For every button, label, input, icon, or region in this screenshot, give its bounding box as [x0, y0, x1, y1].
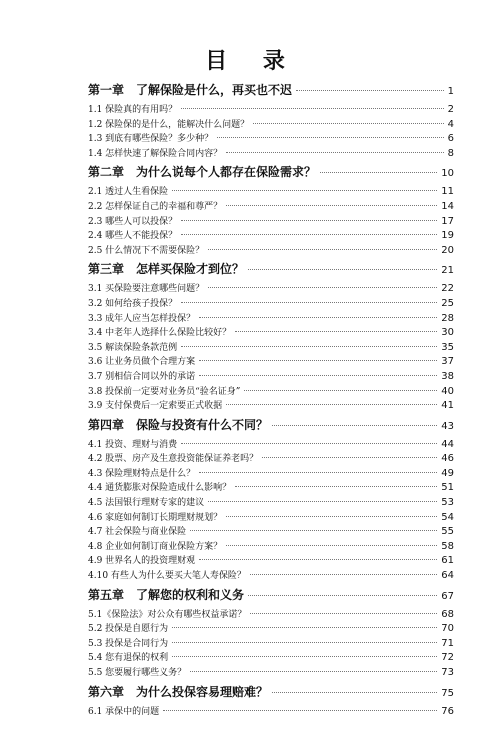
- toc-page-number: 67: [441, 590, 454, 602]
- dot-leader: [253, 122, 443, 124]
- dot-leader: [163, 709, 437, 711]
- toc-page-number: 11: [441, 186, 454, 198]
- toc-entry-label: 5.1《保险法》对公众有哪些权益承诺？: [88, 609, 247, 620]
- toc-page-number: 51: [441, 482, 454, 494]
- toc-page-number: 76: [441, 705, 454, 717]
- toc-section-row[interactable]: [88, 524, 454, 539]
- toc-page-number: 70: [441, 623, 454, 635]
- toc-section-row[interactable]: [88, 146, 454, 161]
- toc-entry-label: 4.5 法国银行理财专家的建议: [88, 498, 205, 509]
- dot-leader: [190, 670, 437, 672]
- toc-page-number: 22: [441, 283, 454, 295]
- toc-section-row[interactable]: [88, 510, 454, 525]
- toc-page-number: 61: [441, 555, 454, 567]
- toc-entry-label: 5.2 投保是自愿行为: [88, 624, 169, 635]
- toc-entry-label: 3.5 解读保险条款范例: [88, 342, 178, 353]
- toc-page-number: 71: [441, 637, 454, 649]
- dot-leader: [296, 89, 444, 91]
- dot-leader: [208, 248, 437, 250]
- dot-leader: [250, 612, 437, 614]
- toc-section-row[interactable]: [88, 384, 454, 399]
- toc-section-row[interactable]: [88, 568, 454, 583]
- dot-leader: [199, 374, 437, 376]
- toc-entry-label: 3.6 让业务员做个合理方案: [88, 357, 196, 368]
- toc-entry-label: 4.7 社会保险与商业保险: [88, 527, 187, 538]
- toc-section-row[interactable]: [88, 340, 454, 355]
- toc-section-row[interactable]: [88, 214, 454, 229]
- toc-entry-label: 2.1 透过人生看保险: [88, 187, 169, 198]
- toc-section-row[interactable]: [88, 553, 454, 568]
- dot-leader: [208, 286, 437, 288]
- toc-entry-label: 第五章 了解您的权利和义务: [88, 587, 245, 602]
- page-title: 目 录: [205, 49, 299, 74]
- dot-leader: [272, 424, 437, 426]
- dot-leader: [199, 558, 437, 560]
- toc-page-number: 41: [441, 400, 454, 412]
- toc-entry-label: 4.2 股票、房产及生意投资能保证养老吗？: [88, 454, 259, 465]
- toc-page-number: 72: [441, 652, 454, 664]
- toc-entry-label: 4.9 世界名人的投资理财观: [88, 556, 196, 567]
- dot-leader: [181, 442, 437, 444]
- dot-leader: [181, 107, 443, 109]
- dot-leader: [272, 691, 437, 693]
- toc-section-row[interactable]: [88, 102, 454, 117]
- toc-page-number: 43: [441, 420, 454, 432]
- toc-section-row[interactable]: [88, 398, 454, 413]
- dot-leader: [226, 151, 443, 153]
- toc-entry-label: 4.8 企业如何制订商业保险方案？: [88, 541, 223, 552]
- toc-page-number: 25: [441, 297, 454, 309]
- toc-section-row[interactable]: [88, 281, 454, 296]
- toc-entry-label: 2.2 怎样保证自己的幸福和尊严？: [88, 201, 223, 212]
- toc-entry-label: 2.3 哪些人可以投保？: [88, 216, 178, 227]
- toc-page-number: 20: [441, 244, 454, 256]
- toc-section-row[interactable]: [88, 650, 454, 665]
- toc-section-row[interactable]: [88, 466, 454, 481]
- toc-page-number: 54: [441, 511, 454, 523]
- toc-section-row[interactable]: [88, 495, 454, 510]
- toc-entry-label: 1.3 到底有哪些保险？多少种？: [88, 134, 214, 145]
- toc-page-number: 19: [441, 230, 454, 242]
- toc-page-number: 2: [447, 104, 454, 115]
- toc-entry-label: 4.10 有些人为什么要买大笔人寿保险？: [88, 571, 246, 582]
- toc-section-row[interactable]: [88, 636, 454, 651]
- toc-entry-label: 5.5 您要履行哪些义务？: [88, 668, 187, 678]
- dot-leader: [226, 544, 437, 546]
- toc-entry-label: 第六章 为什么投保容易理赔难？: [88, 684, 269, 699]
- toc-entry-label: 4.3 保险理财特点是什么？: [88, 468, 196, 479]
- toc-page-number: 8: [447, 147, 454, 159]
- toc-section-row[interactable]: [88, 704, 454, 719]
- toc-section-row[interactable]: [88, 665, 454, 680]
- toc-entry-label: 第四章 保险与投资有什么不同？: [88, 417, 269, 432]
- toc-section-row[interactable]: [88, 354, 454, 369]
- toc-page-number: 10: [441, 168, 454, 180]
- toc-entry-label: 3.9 支付保费后一定索要正式收据: [88, 401, 223, 412]
- dot-leader: [250, 573, 437, 575]
- dot-leader: [172, 626, 437, 628]
- toc-entry-label: 3.4 中老年人选择什么保险比较好？: [88, 328, 232, 339]
- dot-leader: [172, 189, 437, 191]
- toc-entry-label: 3.1 买保险要注意哪些问题？: [88, 284, 205, 295]
- toc-page-number: 17: [441, 215, 454, 227]
- toc-page-number: 58: [441, 540, 454, 552]
- dot-leader: [235, 330, 437, 332]
- toc-page-number: 64: [441, 570, 454, 582]
- toc-page-number: 6: [447, 133, 454, 145]
- dot-leader: [262, 456, 437, 458]
- dot-leader: [226, 403, 437, 405]
- toc-section-row[interactable]: [88, 311, 454, 326]
- toc-section-row[interactable]: [88, 131, 454, 146]
- toc-section-row[interactable]: [88, 117, 454, 132]
- dot-leader: [181, 345, 437, 347]
- dot-leader: [181, 219, 437, 221]
- toc-section-row[interactable]: [88, 451, 454, 466]
- toc-entry-label: 6.1 承保中的问题: [88, 706, 160, 717]
- toc-chapter-row[interactable]: [88, 683, 454, 704]
- toc-page-number: 73: [441, 667, 454, 678]
- dot-leader: [217, 136, 443, 138]
- toc-entry-label: 1.2 保险保的是什么，能解决什么问题？: [88, 119, 250, 130]
- toc-entry-label: 1.4 怎样快速了解保险合同内容？: [88, 148, 223, 159]
- toc-entry-label: 3.8 投保前一定要对业务员“验名证身”: [88, 386, 241, 397]
- toc-entry-label: 3.2 如何给孩子投保？: [88, 298, 178, 309]
- toc-section-row[interactable]: [88, 228, 454, 243]
- toc-section-row[interactable]: [88, 369, 454, 384]
- toc-section-row[interactable]: [88, 325, 454, 340]
- dot-leader: [244, 389, 437, 391]
- toc-entry-label: 1.1 保险真的有用吗？: [88, 105, 178, 115]
- toc-chapter-row[interactable]: [88, 586, 454, 607]
- toc-page-number: 38: [441, 370, 454, 382]
- dot-leader: [172, 641, 437, 643]
- toc-section-row[interactable]: [88, 480, 454, 495]
- toc-section-row[interactable]: [88, 296, 454, 311]
- toc-section-row[interactable]: [88, 539, 454, 554]
- toc-page-number: 35: [441, 341, 454, 353]
- toc-page-number: 40: [441, 385, 454, 397]
- dot-leader: [172, 655, 437, 657]
- toc-section-row[interactable]: [88, 607, 454, 622]
- toc-page-number: 4: [447, 118, 454, 130]
- dot-leader: [235, 485, 437, 487]
- toc-section-row[interactable]: [88, 243, 454, 258]
- toc-entry-label: 4.1 投资、理财与消费: [88, 439, 178, 450]
- toc-section-row[interactable]: [88, 621, 454, 636]
- toc-entry-label: 5.4 您有退保的权利: [88, 653, 169, 664]
- toc-page-number: 1: [447, 86, 454, 97]
- toc-section-row[interactable]: [88, 199, 454, 214]
- toc-page-number: 49: [441, 467, 454, 479]
- toc-page-number: 68: [441, 608, 454, 620]
- toc-section-row[interactable]: [88, 437, 454, 452]
- toc-entry-label: 3.7 别相信合同以外的承诺: [88, 371, 196, 382]
- dot-leader: [248, 268, 437, 270]
- toc-page-number: 55: [441, 526, 454, 538]
- toc-page-number: 37: [441, 356, 454, 368]
- dot-leader: [181, 233, 437, 235]
- toc-section-row[interactable]: [88, 184, 454, 199]
- dot-leader: [320, 171, 437, 173]
- dot-leader: [199, 316, 437, 318]
- toc-entry-label: 3.3 成年人应当怎样投保？: [88, 313, 196, 324]
- dot-leader: [181, 301, 437, 303]
- dot-leader: [248, 594, 437, 596]
- dot-leader: [226, 515, 437, 517]
- toc-page-number: 46: [441, 453, 454, 465]
- dot-leader: [190, 529, 437, 531]
- toc-chapter-row[interactable]: [88, 81, 454, 102]
- dot-leader: [199, 359, 437, 361]
- toc-entry-label: 第三章 怎样买保险才到位？: [88, 262, 245, 277]
- toc-page-number: 14: [441, 200, 454, 212]
- toc-entry-label: 2.4 哪些人不能投保？: [88, 231, 178, 242]
- toc-entry-label: 4.4 通货膨胀对保险造成什么影响？: [88, 483, 232, 494]
- toc-page-number: 28: [441, 312, 454, 324]
- toc-entry-label: 第二章 为什么说每个人都存在保险需求？: [88, 165, 317, 180]
- toc-page-number: 44: [441, 438, 454, 450]
- dot-leader: [226, 204, 437, 206]
- toc-page-number: 21: [441, 265, 454, 277]
- toc-entry-label: 5.3 投保是合同行为: [88, 638, 169, 649]
- toc-page-number: 30: [441, 327, 454, 339]
- toc-entry-label: 第一章 了解保险是什么，再买也不迟: [88, 83, 293, 97]
- toc-page-number: 53: [441, 497, 454, 509]
- dot-leader: [199, 471, 437, 473]
- toc-chapter-row[interactable]: [88, 163, 454, 184]
- toc-page-number: 75: [441, 687, 454, 699]
- toc-entry-label: 2.5 什么情况下不需要保险？: [88, 245, 205, 256]
- toc-chapter-row[interactable]: [88, 260, 454, 281]
- dot-leader: [208, 500, 437, 502]
- toc-entry-label: 4.6 家庭如何制订长期理财规划？: [88, 512, 223, 523]
- toc-chapter-row[interactable]: [88, 416, 454, 437]
- table-of-contents: [88, 78, 454, 718]
